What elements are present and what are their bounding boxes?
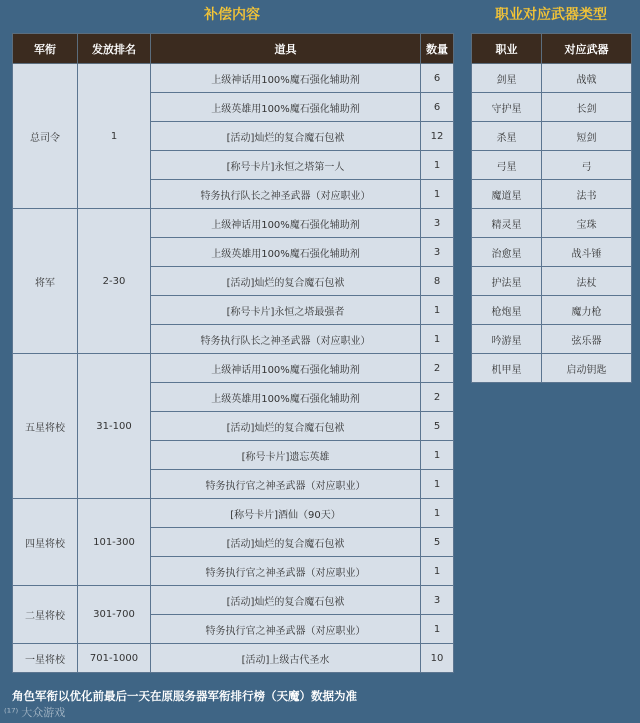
item-cell: 特务执行官之神圣武器（对应职业） — [151, 615, 421, 644]
quantity-cell: 1 — [421, 325, 454, 354]
item-cell: [活动]上级古代圣水 — [151, 644, 421, 673]
table-row — [13, 499, 454, 528]
watermark — [4, 704, 65, 720]
quantity-cell: 1 — [421, 615, 454, 644]
header-job: 职业 — [472, 34, 542, 64]
item-cell: [活动]灿烂的复合魔石包袱 — [151, 122, 421, 151]
quantity-cell: 1 — [421, 499, 454, 528]
job-cell: 杀星 — [472, 122, 542, 151]
range-cell: 301-700 — [78, 586, 151, 644]
rank-cell: 四星将校 — [13, 499, 78, 586]
header-quantity: 数量 — [421, 34, 454, 64]
range-cell: 2-30 — [78, 209, 151, 354]
compensation-table-body — [13, 64, 454, 673]
quantity-cell: 1 — [421, 470, 454, 499]
item-cell: [活动]灿烂的复合魔石包袱 — [151, 586, 421, 615]
quantity-cell: 5 — [421, 412, 454, 441]
watermark-text: 大众游戏 — [21, 706, 66, 719]
item-cell: 特务执行官之神圣武器（对应职业） — [151, 470, 421, 499]
header-rank: 军衔 — [13, 34, 78, 64]
item-cell: 上级神话用100%魔石强化辅助剂 — [151, 354, 421, 383]
rank-cell: 总司令 — [13, 64, 78, 209]
quantity-cell: 3 — [421, 586, 454, 615]
job-cell: 弓星 — [472, 151, 542, 180]
table-row — [472, 180, 632, 209]
weapon-header-row — [472, 34, 632, 64]
weapon-cell: 长剑 — [542, 93, 632, 122]
item-cell: [活动]灿烂的复合魔石包袱 — [151, 528, 421, 557]
quantity-cell: 1 — [421, 557, 454, 586]
item-cell: 上级英雄用100%魔石强化辅助剂 — [151, 383, 421, 412]
item-cell: [活动]灿烂的复合魔石包袱 — [151, 412, 421, 441]
header-weapon: 对应武器 — [542, 34, 632, 64]
job-cell: 治愈星 — [472, 238, 542, 267]
table-row — [472, 122, 632, 151]
job-cell: 机甲星 — [472, 354, 542, 383]
table-row — [472, 93, 632, 122]
footnote: 角色军衔以优化前最后一天在原服务器军衔排行榜（天魔）数据为准 — [12, 689, 357, 703]
rank-cell: 二星将校 — [13, 586, 78, 644]
item-cell: 上级神话用100%魔石强化辅助剂 — [151, 64, 421, 93]
header-item: 道具 — [151, 34, 421, 64]
range-cell: 1 — [78, 64, 151, 209]
quantity-cell: 8 — [421, 267, 454, 296]
rank-cell: 将军 — [13, 209, 78, 354]
item-cell: [称号卡片]永恒之塔最强者 — [151, 296, 421, 325]
table-row — [472, 64, 632, 93]
table-row — [13, 644, 454, 673]
item-cell: 特务执行队长之神圣武器（对应职业） — [151, 325, 421, 354]
item-cell: [称号卡片]酒仙（90天） — [151, 499, 421, 528]
job-cell: 精灵星 — [472, 209, 542, 238]
17173-logo-icon: ⁽¹⁷⁾ — [4, 706, 19, 719]
job-cell: 守护星 — [472, 93, 542, 122]
table-row — [472, 267, 632, 296]
quantity-cell: 3 — [421, 238, 454, 267]
quantity-cell: 2 — [421, 354, 454, 383]
rank-cell: 一星将校 — [13, 644, 78, 673]
item-cell: 上级英雄用100%魔石强化辅助剂 — [151, 238, 421, 267]
weapon-cell: 弓 — [542, 151, 632, 180]
table-row — [472, 209, 632, 238]
quantity-cell: 12 — [421, 122, 454, 151]
item-cell: [活动]灿烂的复合魔石包袱 — [151, 267, 421, 296]
job-cell: 吟游星 — [472, 325, 542, 354]
compensation-table — [12, 33, 454, 673]
item-cell: 上级神话用100%魔石强化辅助剂 — [151, 209, 421, 238]
table-row — [472, 296, 632, 325]
quantity-cell: 10 — [421, 644, 454, 673]
weapon-cell: 魔力枪 — [542, 296, 632, 325]
weapon-cell: 法杖 — [542, 267, 632, 296]
weapon-type-title: 职业对应武器类型 — [495, 7, 607, 23]
quantity-cell: 5 — [421, 528, 454, 557]
table-row — [472, 151, 632, 180]
quantity-cell: 1 — [421, 180, 454, 209]
weapon-cell: 宝珠 — [542, 209, 632, 238]
job-cell: 枪炮星 — [472, 296, 542, 325]
table-row — [472, 354, 632, 383]
range-cell: 31-100 — [78, 354, 151, 499]
table-row — [13, 64, 454, 93]
weapon-table — [471, 33, 632, 383]
weapon-table-body — [472, 64, 632, 383]
header-ranking: 发放排名 — [78, 34, 151, 64]
table-row — [13, 209, 454, 238]
item-cell: [称号卡片]永恒之塔第一人 — [151, 151, 421, 180]
job-cell: 护法星 — [472, 267, 542, 296]
weapon-cell: 战戟 — [542, 64, 632, 93]
table-row — [13, 586, 454, 615]
weapon-cell: 短剑 — [542, 122, 632, 151]
quantity-cell: 6 — [421, 93, 454, 122]
table-row — [13, 354, 454, 383]
quantity-cell: 1 — [421, 441, 454, 470]
quantity-cell: 2 — [421, 383, 454, 412]
quantity-cell: 6 — [421, 64, 454, 93]
quantity-cell: 1 — [421, 151, 454, 180]
weapon-cell: 战斗锤 — [542, 238, 632, 267]
compensation-header-row — [13, 34, 454, 64]
quantity-cell: 1 — [421, 296, 454, 325]
job-cell: 魔道星 — [472, 180, 542, 209]
weapon-cell: 法书 — [542, 180, 632, 209]
quantity-cell: 3 — [421, 209, 454, 238]
rank-cell: 五星将校 — [13, 354, 78, 499]
weapon-cell: 启动钥匙 — [542, 354, 632, 383]
item-cell: 特务执行官之神圣武器（对应职业） — [151, 557, 421, 586]
job-cell: 剑星 — [472, 64, 542, 93]
item-cell: [称号卡片]遗忘英雄 — [151, 441, 421, 470]
item-cell: 特务执行队长之神圣武器（对应职业） — [151, 180, 421, 209]
compensation-title: 补偿内容 — [204, 7, 260, 23]
weapon-cell: 弦乐器 — [542, 325, 632, 354]
range-cell: 101-300 — [78, 499, 151, 586]
item-cell: 上级英雄用100%魔石强化辅助剂 — [151, 93, 421, 122]
table-row — [472, 238, 632, 267]
range-cell: 701-1000 — [78, 644, 151, 673]
table-row — [472, 325, 632, 354]
